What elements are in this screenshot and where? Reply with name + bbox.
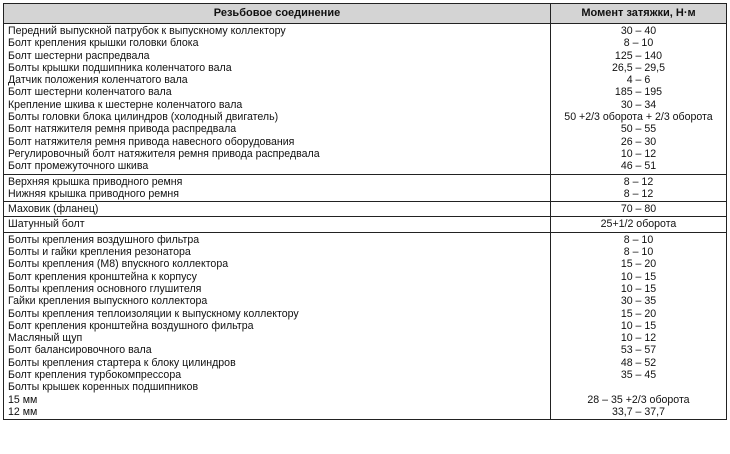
row-value <box>555 381 722 393</box>
row-value: 35 – 45 <box>620 369 657 382</box>
row-value: 70 – 80 <box>620 203 657 216</box>
names-cell <box>4 232 551 419</box>
row-value: 26 – 30 <box>620 135 657 148</box>
row-value: 30 – 40 <box>620 25 657 37</box>
row-value: 10 – 12 <box>620 332 657 345</box>
table-row <box>4 232 727 419</box>
header-threaded-connection: Резьбовое соединение <box>4 4 551 24</box>
row-name: Болты крышек коренных подшипников <box>8 381 199 394</box>
row-value: 8 – 10 <box>623 233 654 246</box>
row-name: Крепление шкива к шестерне коленчатого вала <box>8 98 243 111</box>
row-value: 8 – 10 <box>623 246 654 259</box>
torque-table-sheet <box>3 3 726 451</box>
row-name: Болты головки блока цилиндров (холодный двигатель) <box>8 111 279 124</box>
values-cell <box>551 232 727 419</box>
group-belt-covers <box>4 174 727 202</box>
row-value: 15 – 20 <box>620 307 657 320</box>
row-name: Верхняя крышка приводного ремня <box>8 175 183 188</box>
row-name: Болт крепления крышки головки блока <box>8 37 199 50</box>
values-cell <box>551 24 727 175</box>
group-engine <box>4 24 727 175</box>
values-cell <box>551 202 727 217</box>
table-row <box>4 217 727 232</box>
row-value: 53 – 57 <box>620 344 657 357</box>
row-value: 185 – 195 <box>614 86 663 99</box>
row-name: Болт крепления турбокомпрессора <box>8 369 182 382</box>
row-name: Гайки крепления выпускного коллектора <box>8 295 208 308</box>
torque-table <box>3 3 727 420</box>
row-name: Болты крепления основного глушителя <box>8 282 202 295</box>
row-name: Болты крепления стартера к блоку цилиндров <box>8 356 236 369</box>
row-value: 25+1/2 оборота <box>600 218 677 231</box>
row-name: 12 мм <box>8 405 38 418</box>
row-value: 4 – 6 <box>626 74 651 87</box>
row-name: Болты крышки подшипника коленчатого вала <box>8 61 232 74</box>
row-name: Болт крепления кронштейна к корпусу <box>8 270 197 283</box>
row-value: 50 – 55 <box>620 123 657 136</box>
row-name: Болт балансировочного вала <box>8 344 152 357</box>
header-tightening-torque: Момент затяжки, Н·м <box>551 4 727 24</box>
row-name: Болт крепления кронштейна воздушного фильтра <box>8 319 254 332</box>
table-row <box>4 24 727 175</box>
row-name: Масляный щуп <box>8 332 83 345</box>
row-value: 48 – 52 <box>620 356 657 369</box>
row-name: Болт промежуточного шкива <box>8 160 149 173</box>
row-name: Болт натяжителя ремня привода распредвала <box>8 123 237 136</box>
row-value: 15 – 20 <box>620 258 657 271</box>
row-name: Маховик (фланец) <box>8 203 99 216</box>
row-name: Болт шестерни коленчатого вала <box>8 86 172 99</box>
row-value: 10 – 15 <box>620 319 657 332</box>
row-name: Датчик положения коленчатого вала <box>8 74 188 87</box>
row-value: 46 – 51 <box>620 160 657 173</box>
row-value: 28 – 35 +2/3 оборота <box>587 393 690 406</box>
row-name: Болт натяжителя ремня привода навесного оборудования <box>8 135 295 148</box>
row-name: Болты крепления (М8) впускного коллектора <box>8 258 229 271</box>
row-value: 26,5 – 29,5 <box>611 61 665 74</box>
row-value: 50 +2/3 оборота + 2/3 оборота <box>564 111 713 124</box>
row-value: 10 – 15 <box>620 270 657 283</box>
row-name: Болты крепления теплоизоляции к выпускному коллектору <box>8 307 299 320</box>
group-flywheel <box>4 202 727 217</box>
row-name: Передний выпускной патрубок к выпускному коллектору <box>8 25 286 37</box>
values-cell <box>551 217 727 232</box>
names-cell <box>4 24 551 175</box>
row-value: 8 – 12 <box>623 187 654 200</box>
row-value: 10 – 12 <box>620 147 657 160</box>
values-cell <box>551 174 727 202</box>
row-value: 30 – 34 <box>620 98 657 111</box>
row-name: Болт шестерни распредвала <box>8 49 150 62</box>
row-name: Болты и гайки крепления резонатора <box>8 246 191 259</box>
row-value: 8 – 10 <box>623 37 654 50</box>
row-name: Нижняя крышка приводного ремня <box>8 187 180 200</box>
header-row <box>4 4 727 24</box>
row-name: Регулировочный болт натяжителя ремня привода распредвала <box>8 147 320 160</box>
row-value: 8 – 12 <box>623 175 654 188</box>
row-value: 30 – 35 <box>620 295 657 308</box>
row-name: Болты крепления воздушного фильтра <box>8 233 200 246</box>
table-header <box>4 4 727 24</box>
table-row <box>4 202 727 217</box>
row-value: 33,7 – 37,7 <box>611 405 665 418</box>
group-conrod <box>4 217 727 232</box>
names-cell <box>4 202 551 217</box>
names-cell <box>4 217 551 232</box>
row-value: 125 – 140 <box>614 49 663 62</box>
row-value: 10 – 15 <box>620 282 657 295</box>
group-misc <box>4 232 727 419</box>
row-name: Шатунный болт <box>8 218 85 231</box>
table-row <box>4 174 727 202</box>
names-cell <box>4 174 551 202</box>
row-name: 15 мм <box>8 393 38 406</box>
